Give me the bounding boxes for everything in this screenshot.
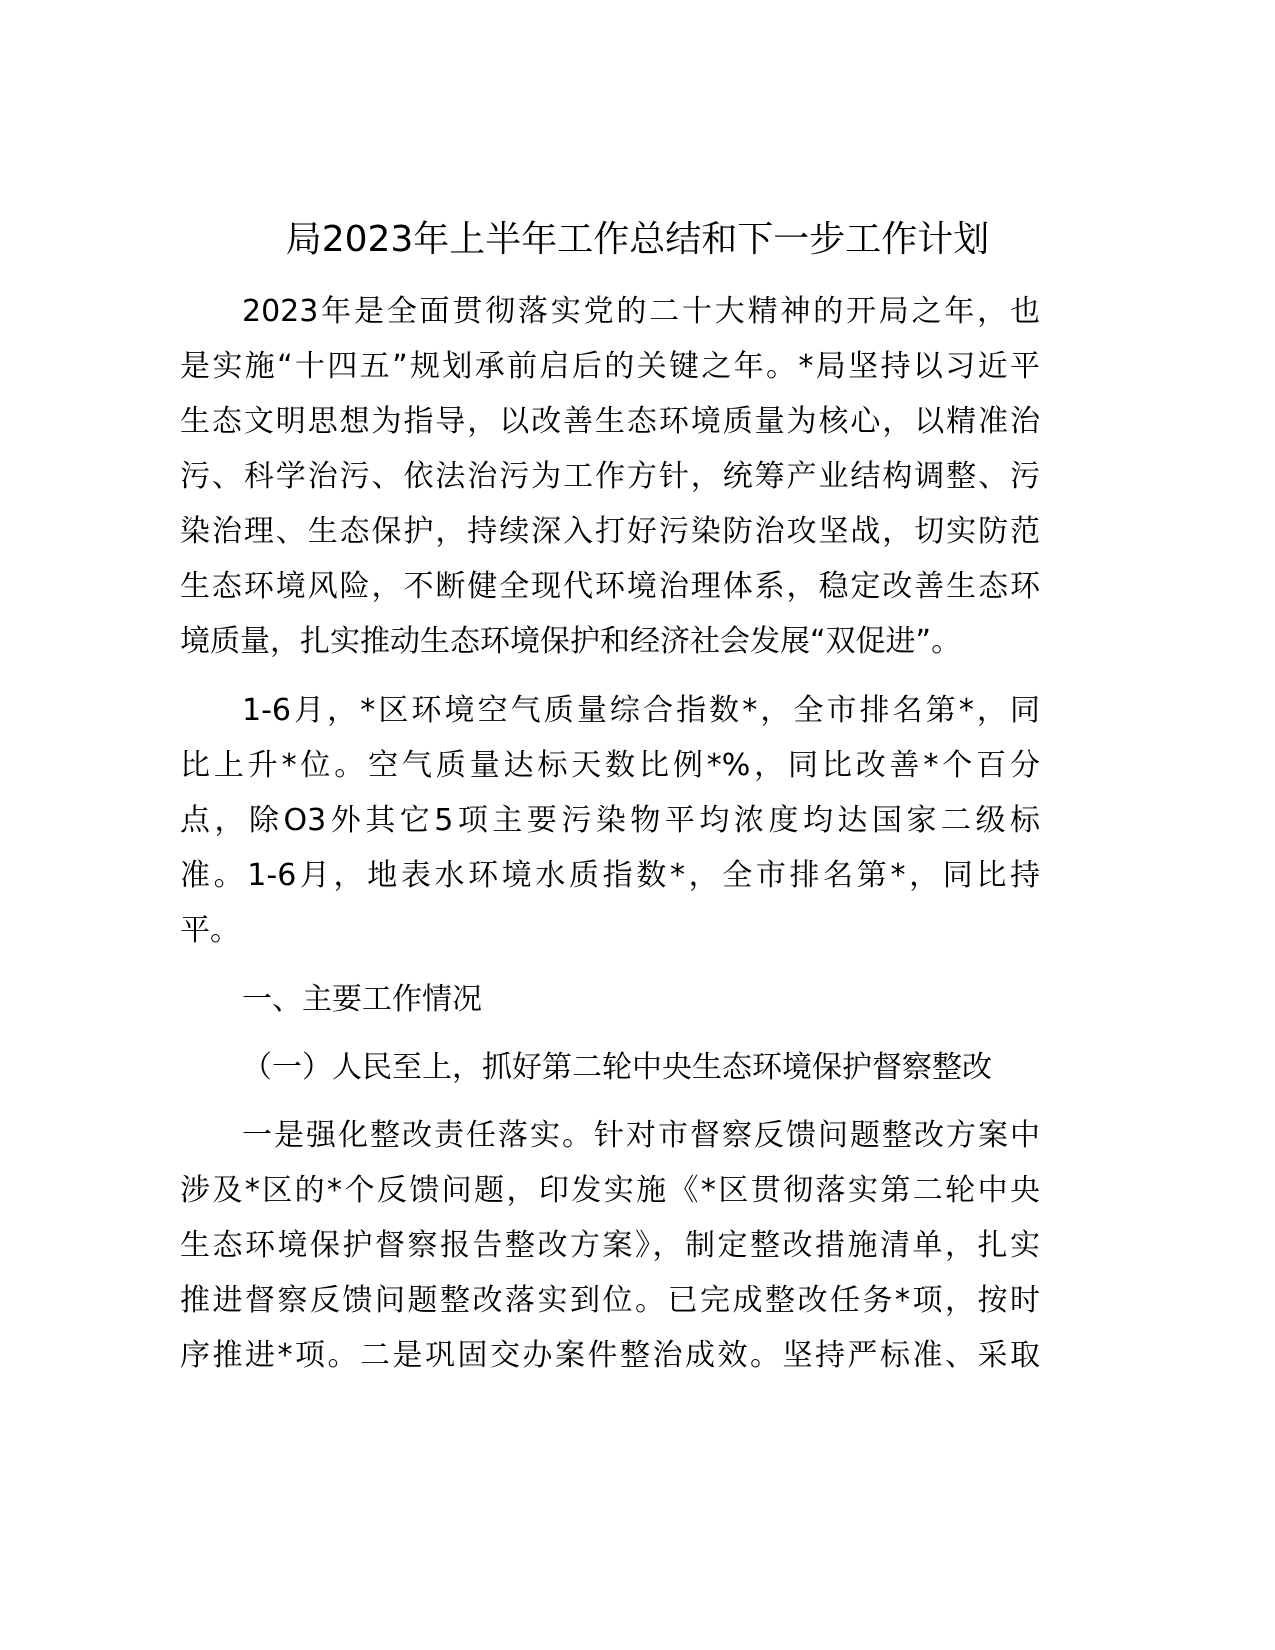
paragraph-2-line-5: 平。 — [180, 913, 240, 948]
paragraph-1-line-7: 境质量，扎实推动生态环境保护和经济社会发展“双促进”。 — [180, 624, 962, 659]
paragraph-2-line-1: 1-6月，*区环境空气质量综合指数*，全市排名第*，同 — [242, 693, 1040, 728]
paragraph-1-line-6: 生态环境风险，不断健全现代环境治理体系，稳定改善生态环 — [180, 569, 1040, 604]
paragraph-1-line-1: 2023年是全面贯彻落实党的二十大精神的开局之年，也 — [242, 294, 1040, 329]
paragraph-2-line-2: 比上升*位。空气质量达标天数比例*%，同比改善*个百分 — [180, 748, 1040, 783]
paragraph-1-line-2: 是实施“十四五”规划承前启后的关键之年。*局坚持以习近平 — [180, 349, 1040, 384]
paragraph-3-line-3: 生态环境保护督察报告整改方案》，制定整改措施清单，扎实 — [180, 1228, 1040, 1263]
paragraph-2-line-3: 点，除O3外其它5项主要污染物平均浓度均达国家二级标 — [180, 803, 1040, 838]
paragraph-1-line-4: 污、科学治污、依法治污为工作方针，统筹产业结构调整、污 — [180, 459, 1040, 494]
paragraph-3-line-4: 推进督察反馈问题整改落实到位。已完成整改任务*项，按时 — [180, 1283, 1040, 1318]
paragraph-1-line-5: 染治理、生态保护，持续深入打好污染防治攻坚战，切实防范 — [180, 514, 1040, 549]
paragraph-3-line-5: 序推进*项。二是巩固交办案件整治成效。坚持严标准、采取 — [180, 1338, 1040, 1373]
paragraph-3-line-2: 涉及*区的*个反馈问题，印发实施《*区贯彻落实第二轮中央 — [180, 1173, 1040, 1208]
paragraph-1-line-3: 生态文明思想为指导，以改善生态环境质量为核心，以精准治 — [180, 404, 1040, 439]
paragraph-3-line-1: 一是强化整改责任落实。针对市督察反馈问题整改方案中 — [242, 1118, 1040, 1153]
paragraph-2-line-4: 准。1-6月，地表水环境水质指数*，全市排名第*，同比持 — [180, 858, 1040, 893]
document-title: 局2023年上半年工作总结和下一步工作计划 — [285, 219, 990, 260]
subsection-heading-1: （一）人民至上，抓好第二轮中央生态环境保护督察整改 — [242, 1050, 992, 1085]
section-heading-1: 一、主要工作情况 — [242, 982, 482, 1017]
